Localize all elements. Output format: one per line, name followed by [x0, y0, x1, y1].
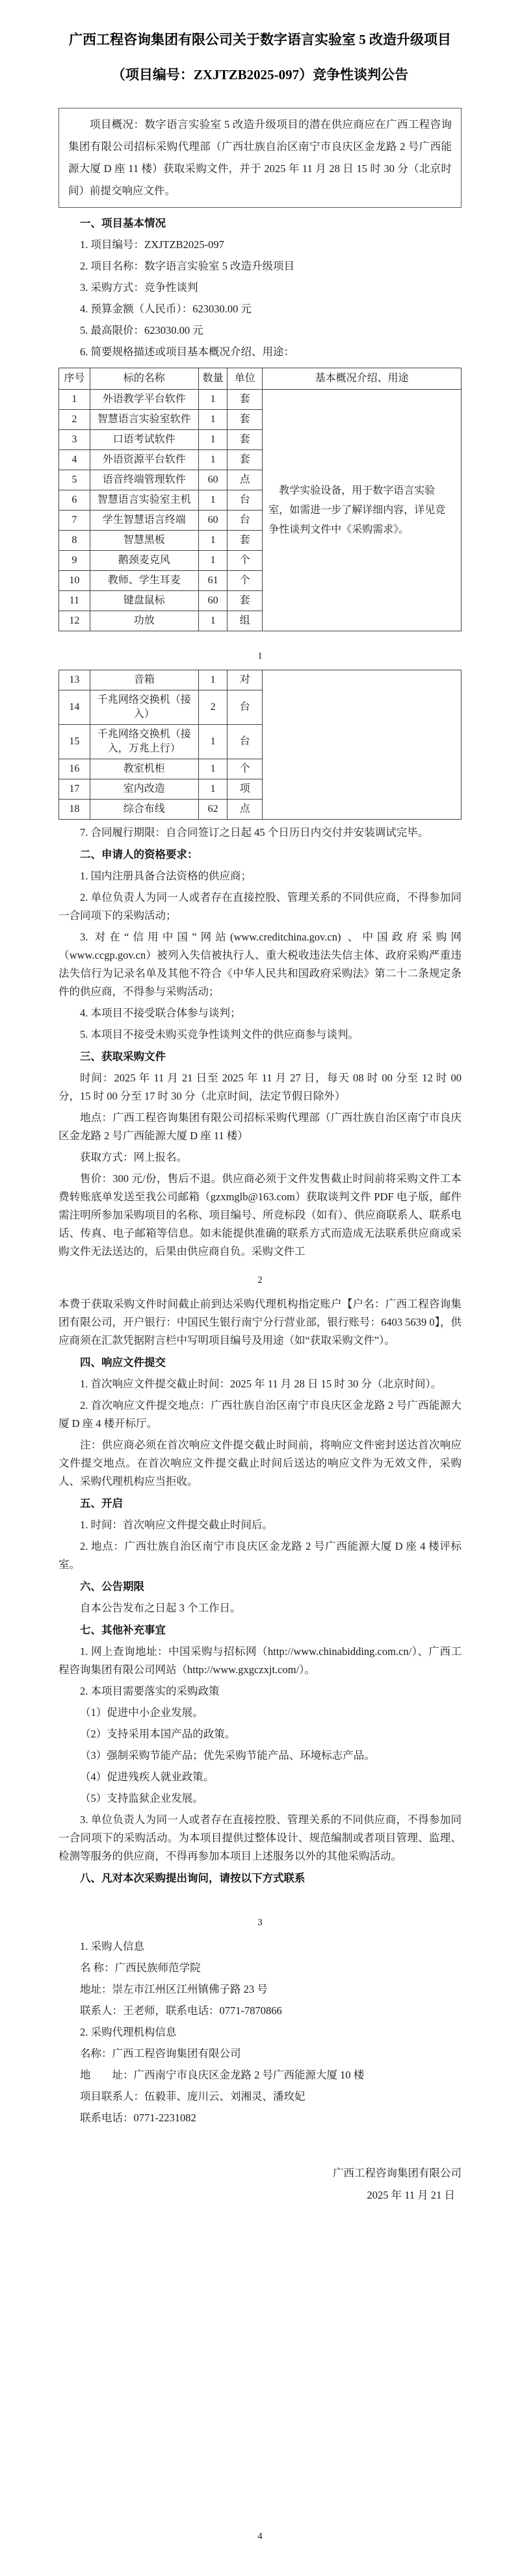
cell-unit: 套: [228, 531, 263, 551]
agency-phone: 联系电话：0771-2231082: [80, 2112, 196, 2124]
cell-item-name: 键盘鼠标: [90, 591, 198, 611]
col-header-seq: 序号: [59, 368, 90, 390]
cell-unit: 组: [228, 611, 263, 631]
section7-heading: 七、其他补充事宜: [80, 1624, 166, 1636]
cell-item-name: 教师、学生耳麦: [90, 571, 198, 591]
cell-qty: 60: [198, 470, 228, 490]
cell-unit: 项: [228, 779, 263, 800]
cell-seq: 14: [59, 690, 90, 725]
announcement-period: 自本公告发布之日起 3 个工作日。: [80, 1602, 241, 1614]
procurement-method: 3. 采购方式：竞争性谈判: [80, 281, 198, 294]
cell-qty: 61: [198, 571, 228, 591]
project-overview-box: [58, 108, 462, 208]
spec-intro-label: 6. 简要规格描述或项目基本概况介绍、用途：: [80, 346, 294, 358]
document-obtain-place: 地点：广西工程咨询集团有限公司招标采购代理部（广西壮族自治区南宁市良庆区金龙路 2 号广西能源大厦 D 座 11 楼）: [58, 1111, 462, 1142]
section4-heading: 四、响应文件提交: [80, 1357, 166, 1369]
project-name: 2. 项目名称：数字语言实验室 5 改造升级项目: [80, 260, 294, 272]
document-title: [58, 22, 462, 92]
policy-item-2: （2）支持采用本国产品的政策。: [80, 1728, 236, 1740]
section2-heading: 二、申请人的资格要求：: [80, 849, 198, 861]
document-price-part2: 本费于获取采购文件时间截止前到达采购代理机构指定账户【户名：广西工程咨询集团有限公司，开户银行：中国民生银行南宁分行营业部，银行账号：6403 5639 0】，供应商须在汇款凭据附言栏中写明项目编号及用途（如“获取采购文件”）。: [58, 1298, 462, 1346]
section1-heading: 一、项目基本情况: [80, 218, 166, 229]
cell-qty: 1: [198, 779, 228, 800]
cell-item-name: 智慧黑板: [90, 531, 198, 551]
col-header-unit: 单位: [228, 368, 263, 390]
purchaser-contact: 联系人：王老师，联系电话：0771-7870866: [80, 2004, 282, 2017]
cell-item-name: 语音终端管理软件: [90, 470, 198, 490]
cell-unit: 套: [228, 450, 263, 470]
cell-unit: 点: [228, 800, 263, 820]
contract-term: 7. 合同履行期限：自合同签订之日起 45 个日历日内交付并安装调试完毕。: [80, 826, 429, 839]
cell-item-name: 智慧语言实验室主机: [90, 490, 198, 511]
response-deadline: 1. 首次响应文件提交截止时间：2025 年 11 月 28 日 15 时 30 分（北京时间）。: [80, 1378, 442, 1390]
page-number-4: 4: [257, 2531, 263, 2542]
cell-qty: 1: [198, 759, 228, 779]
cell-qty: 1: [198, 611, 228, 631]
signature-block: [58, 2162, 462, 2206]
section8-heading: 八、凡对本次采购提出询问，请按以下方式联系: [80, 1873, 306, 1884]
cell-seq: 17: [59, 779, 90, 800]
section5-heading: 五、开启: [80, 1498, 123, 1509]
policy-item-4: （4）促进残疾人就业政策。: [80, 1771, 214, 1783]
agency-address: 地 址：广西南宁市良庆区金龙路 2 号广西能源大厦 10 楼: [80, 2069, 365, 2081]
cell-unit: 套: [228, 430, 263, 450]
cell-seq: 18: [59, 800, 90, 820]
cell-item-name: 外语教学平台软件: [90, 390, 198, 410]
qualification-item-2: 2. 单位负责人为同一人或者存在直接控股、管理关系的不同供应商，不得参加同一合同项下的采购活动；: [58, 891, 462, 922]
title-line-1: 广西工程咨询集团有限公司关于数字语言实验室 5 改造升级项目: [69, 32, 451, 47]
cell-seq: 2: [59, 410, 90, 430]
agency-heading: 2. 采购代理机构信息: [80, 2026, 177, 2038]
cell-item-name: 千兆网络交换机（接入，万兆上行）: [90, 725, 198, 759]
cell-qty: 1: [198, 390, 228, 410]
cell-item-name: 综合布线: [90, 800, 198, 820]
cell-merged-description-empty: [263, 670, 462, 820]
budget-amount: 4. 预算金额（人民币）：623030.00 元: [80, 303, 252, 315]
cell-qty: 1: [198, 410, 228, 430]
cell-seq: 10: [59, 571, 90, 591]
table-row: [59, 670, 462, 690]
signature-date: 2025 年 11 月 21 日: [367, 2189, 455, 2201]
max-price: 5. 最高限价：623030.00 元: [80, 324, 203, 336]
cell-seq: 9: [59, 551, 90, 571]
cell-unit: 台: [228, 690, 263, 725]
procurement-policy-label: 2. 本项目需要落实的采购政策: [80, 1685, 220, 1697]
cell-unit: 个: [228, 759, 263, 779]
supplier-restriction: 3. 单位负责人为同一人或者存在直接控股、管理关系的不同供应商，不得参加同一合同项下的采购活动。为本项目提供过整体设计、规范编制或者项目管理、监理、检测等服务的供应商，不得再参加本项目上述服务以外的其他采购活动。: [58, 1813, 462, 1862]
cell-unit: 套: [228, 410, 263, 430]
col-header-qty: 数量: [198, 368, 228, 390]
cell-unit: 个: [228, 551, 263, 571]
document-price-part1: 售价：300 元/份，售后不退。供应商必须于文件发售截止时间前将采购文件工本费转账底单发送至我公司邮箱（gzxmglb@163.com）获取谈判文件 PDF 电子版，邮件需注明所参加采购项目的名称、项目编号、所竞标段（如有）、供应商联系人、联系电话、传真、电子邮箱等信息。如未能提供准确的联系方式而造成无法联系供应商或采购文件无法送达的，后果由供应商自负。采购文件工: [58, 1172, 462, 1257]
cell-item-name: 室内改造: [90, 779, 198, 800]
agency-contacts: 项目联系人：伍毅菲、庞川云、刘湘灵、潘玫妃: [80, 2090, 306, 2102]
page-number-3: 3: [257, 1917, 263, 1928]
cell-qty: 1: [198, 531, 228, 551]
qualification-item-3: 3. 对在“信用中国”网站(www.creditchina.gov.cn) 、中国政府采购网（www.ccgp.gov.cn）被列入失信被执行人、重大税收违法失信主体、政府采购严重违法失信行为记录名单及其他不符合《中华人民共和国政府采购法》第二十二条规定条件的供应商，不得参与采购活动；: [58, 931, 462, 998]
project-overview-text: 项目概况：数字语言实验室 5 改造升级项目的潜在供应商应在广西工程咨询集团有限公司招标采购代理部（广西壮族自治区南宁市良庆区金龙路 2 号广西能源大厦 D 座 11 楼）获取采购文件，并于 2025 年 11 月 28 日 15 时 30 分（北京时间）前提交响应文件。: [68, 118, 452, 197]
cell-qty: 1: [198, 725, 228, 759]
table-row: [59, 390, 462, 410]
cell-unit: 对: [228, 670, 263, 690]
cell-seq: 13: [59, 670, 90, 690]
cell-unit: 个: [228, 571, 263, 591]
online-query-address: 1. 网上查询地址：中国采购与招标网（http://www.chinabidding.com.cn/）、广西工程咨询集团有限公司网站（http://www.gxgczxjt.com/）。: [58, 1645, 462, 1676]
qualification-item-4: 4. 本项目不接受联合体参与谈判；: [80, 1007, 241, 1019]
cell-item-name: 外语资源平台软件: [90, 450, 198, 470]
document-obtain-time: 时间：2025 年 11 月 21 日至 2025 年 11 月 27 日，每天 08 时 00 分至 12 时 00 分，15 时 00 分至 17 时 30 分（北京时间，法定节假日除外）: [58, 1072, 462, 1102]
cell-item-name: 教室机柜: [90, 759, 198, 779]
response-place: 2. 首次响应文件提交地点：广西壮族自治区南宁市良庆区金龙路 2 号广西能源大厦 D 座 4 楼开标厅。: [58, 1399, 462, 1430]
col-header-desc: 基本概况介绍、用途: [263, 368, 462, 390]
cell-seq: 12: [59, 611, 90, 631]
cell-merged-description: 教学实验设备，用于数字语言实验室，如需进一步了解详细内容，详见竞争性谈判文件中《采购需求》。: [263, 390, 462, 631]
cell-seq: 16: [59, 759, 90, 779]
cell-seq: 11: [59, 591, 90, 611]
cell-unit: 台: [228, 511, 263, 531]
page-number-2: 2: [257, 1275, 263, 1285]
cell-qty: 60: [198, 511, 228, 531]
cell-seq: 5: [59, 470, 90, 490]
cell-unit: 点: [228, 470, 263, 490]
cell-unit: 台: [228, 490, 263, 511]
policy-item-5: （5）支持监狱企业发展。: [80, 1792, 203, 1804]
cell-qty: 1: [198, 430, 228, 450]
cell-unit: 套: [228, 591, 263, 611]
response-note: 注：供应商必须在首次响应文件提交截止时间前，将响应文件密封送达首次响应文件提交地点。在首次响应文件提交截止时间后送达的响应文件为无效文件，采购人、采购代理机构应当拒收。: [58, 1439, 462, 1487]
cell-seq: 7: [59, 511, 90, 531]
document-obtain-method: 获取方式：网上报名。: [80, 1151, 187, 1163]
cell-item-name: 鹅颈麦克风: [90, 551, 198, 571]
cell-unit: 台: [228, 725, 263, 759]
cell-seq: 15: [59, 725, 90, 759]
qualification-item-1: 1. 国内注册具备合法资格的供应商；: [80, 870, 252, 882]
project-number: 1. 项目编号：ZXJTZB2025-097: [80, 238, 224, 251]
page-number-1: 1: [257, 651, 263, 661]
signature-company: 广西工程咨询集团有限公司: [333, 2167, 462, 2179]
policy-item-3: （3）强制采购节能产品；优先采购节能产品、环境标志产品。: [80, 1749, 375, 1762]
cell-seq: 3: [59, 430, 90, 450]
cell-qty: 2: [198, 690, 228, 725]
cell-qty: 1: [198, 490, 228, 511]
purchaser-heading: 1. 采购人信息: [80, 1940, 144, 1952]
cell-seq: 6: [59, 490, 90, 511]
cell-item-name: 功放: [90, 611, 198, 631]
purchaser-name: 名 称：广西民族师范学院: [80, 1962, 201, 1974]
items-table-page2: [58, 670, 462, 820]
agency-name: 名称：广西工程咨询集团有限公司: [80, 2047, 241, 2060]
policy-item-1: （1）促进中小企业发展。: [80, 1706, 203, 1719]
items-table-page1: [58, 368, 462, 631]
cell-seq: 8: [59, 531, 90, 551]
cell-item-name: 口语考试软件: [90, 430, 198, 450]
cell-seq: 1: [59, 390, 90, 410]
cell-item-name: 音箱: [90, 670, 198, 690]
cell-item-name: 千兆网络交换机（接入）: [90, 690, 198, 725]
cell-seq: 4: [59, 450, 90, 470]
title-line-2: （项目编号：ZXJTZB2025-097）竞争性谈判公告: [111, 67, 409, 82]
cell-unit: 套: [228, 390, 263, 410]
col-header-name: 标的名称: [90, 368, 198, 390]
opening-time: 1. 时间：首次响应文件提交截止时间后。: [80, 1519, 273, 1531]
cell-qty: 60: [198, 591, 228, 611]
cell-item-name: 学生智慧语言终端: [90, 511, 198, 531]
qualification-item-5: 5. 本项目不接受未购买竞争性谈判文件的供应商参与谈判。: [80, 1028, 359, 1041]
purchaser-address: 地址：崇左市江州区江州镇佛子路 23 号: [80, 1983, 268, 1995]
section6-heading: 六、公告期限: [80, 1581, 144, 1593]
cell-qty: 1: [198, 551, 228, 571]
cell-qty: 1: [198, 670, 228, 690]
blank-area: [58, 2206, 462, 2512]
opening-place: 2. 地点：广西壮族自治区南宁市良庆区金龙路 2 号广西能源大厦 D 座 4 楼评标室。: [58, 1540, 462, 1571]
section3-heading: 三、获取采购文件: [80, 1051, 166, 1063]
table-header-row: [59, 368, 462, 390]
cell-qty: 62: [198, 800, 228, 820]
cell-qty: 1: [198, 450, 228, 470]
cell-item-name: 智慧语言实验室软件: [90, 410, 198, 430]
